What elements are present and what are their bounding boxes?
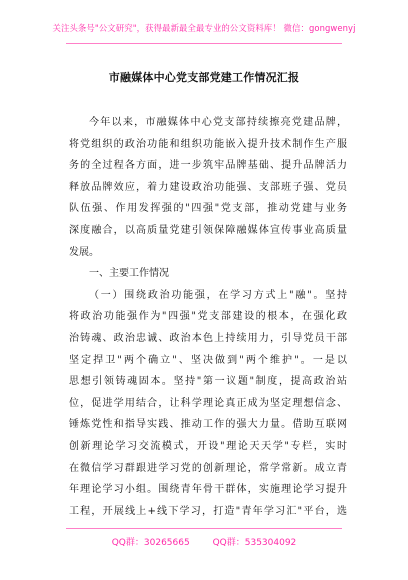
body-line: 发展。 bbox=[69, 246, 99, 258]
body-line: 坚定捍卫"两个确立"、坚决做到"两个维护"。一是以 bbox=[69, 354, 347, 366]
document-body bbox=[69, 112, 347, 522]
body-line: 思想引领铸魂固本。坚持"第一议题"制度，提高政治站 bbox=[69, 376, 347, 388]
footer-contacts bbox=[0, 535, 408, 548]
section-heading: 一、主要工作情况 bbox=[89, 268, 169, 280]
footer-qq-group-2: QQ群：535304092 bbox=[212, 538, 297, 548]
body-line: （一）围绕政治功能强，在学习方式上"融"。坚持 bbox=[89, 289, 347, 301]
body-line: 释放品牌效应，着力建设政治功能强、支部班子强、党员 bbox=[69, 181, 347, 193]
footer-qq-group-1: QQ群：30265665 bbox=[111, 538, 190, 548]
body-line: 将政治功能强作为"四强"党支部建设的根本，在强化政 bbox=[69, 311, 347, 323]
body-line: 今年以来，市融媒体中心党支部持续擦亮党建品牌， bbox=[89, 117, 347, 128]
body-line: 创新理论学习交流模式，开设"理论天天学"专栏，实时 bbox=[69, 440, 347, 452]
body-line: 将党组织的政治功能和组织功能嵌入提升技术制作生产服 bbox=[69, 138, 347, 150]
body-line: 治铸魂、政治忠诚、政治本色上持续用力，引导党员干部 bbox=[69, 332, 347, 344]
footer-divider bbox=[66, 528, 342, 529]
body-line: 年理论学习小组。围绕青年骨干群体，实施理论学习提升 bbox=[69, 484, 347, 496]
header-divider bbox=[66, 43, 342, 44]
promo-banner: 关注头条号"公文研究"，获得最新最全最专业的公文资料库！ 微信：gongwenyj bbox=[52, 23, 356, 33]
body-line: 工程，开展线上+线下学习，打造"青年学习汇"平台，选 bbox=[69, 505, 347, 517]
body-line: 在微信学习群跟进学习党的创新理论，常学常新。成立青 bbox=[69, 462, 347, 474]
document-title: 市融媒体中心党支部党建工作情况汇报 bbox=[108, 71, 300, 84]
body-line: 队伍强、作用发挥强的"四强"党支部，推动党建与业务 bbox=[69, 203, 347, 215]
body-line: 深度融合，以高质量党建引领保障融媒体宣传事业高质量 bbox=[69, 224, 347, 236]
body-line: 务的全过程各方面，进一步筑牢品牌基础、提升品牌活力 bbox=[69, 160, 347, 172]
body-line: 位，促进学用结合，让科学理论真正成为坚定理想信念、 bbox=[69, 397, 347, 409]
body-line: 锤炼党性和指导实践、推动工作的强大力量。借助互联网 bbox=[69, 419, 347, 431]
